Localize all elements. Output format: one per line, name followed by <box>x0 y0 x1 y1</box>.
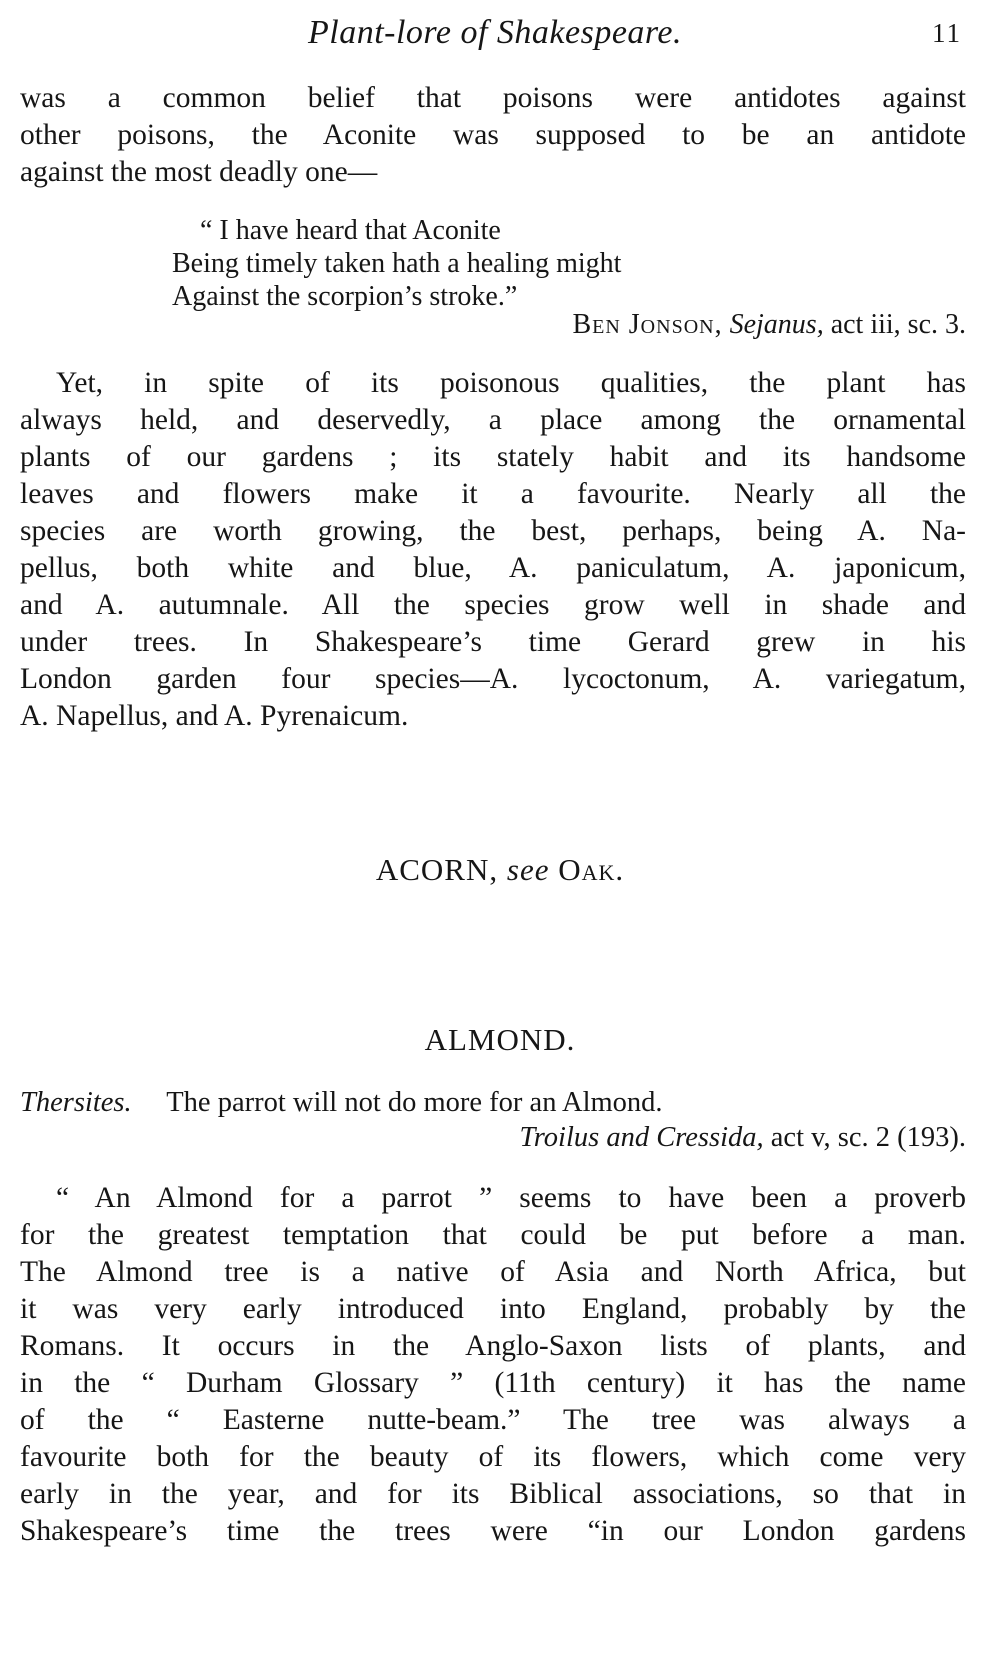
paragraph-aconite-gardens <box>20 365 966 735</box>
text-line: for the greatest temptation that could be put before a man. <box>20 1219 966 1251</box>
speech-text: The parrot will not do more for an Almond. <box>166 1087 663 1118</box>
play-quotation <box>20 1087 966 1123</box>
verse-quotation <box>172 214 972 313</box>
heading-almond: ALMOND. <box>424 1022 576 1057</box>
text-line: species are worth growing, the best, perhaps, being A. Na- <box>20 515 966 547</box>
verse-line: “ I have heard that Aconite <box>200 215 501 246</box>
running-header <box>20 14 970 54</box>
text-line: was a common belief that poisons were antidotes against <box>20 82 966 114</box>
verse-line: Being timely taken hath a healing might <box>172 248 622 279</box>
citation-author: Ben Jonson, <box>572 309 723 340</box>
page-number: 11 <box>932 18 962 48</box>
text-line: and A. autumnale. All the species grow well in shade and <box>20 589 966 621</box>
play-title: Troilus and Cressida, <box>519 1122 764 1153</box>
citation-ref: act iii, sc. 3. <box>830 309 966 340</box>
cross-reference-oak: Oak. <box>558 852 625 887</box>
heading-acorn-see: see <box>506 852 550 887</box>
text-line: Yet, in spite of its poisonous qualities, the plant has <box>56 367 966 399</box>
play-citation <box>519 1122 966 1154</box>
heading-acorn <box>0 852 1000 888</box>
text-line: under trees. In Shakespeare’s time Gerard grew in his <box>20 626 966 658</box>
text-line: pellus, both white and blue, A. paniculatum, A. japonicum, <box>20 552 966 584</box>
text-line: Shakespeare’s time the trees were “in our London gardens <box>20 1515 966 1547</box>
verse-line: Against the scorpion’s stroke.” <box>172 281 518 312</box>
text-line: leaves and flowers make it a favourite. Nearly all the <box>20 478 966 510</box>
text-line: always held, and deservedly, a place among the ornamental <box>20 404 966 436</box>
text-line: “ An Almond for a parrot ” seems to have been a proverb <box>56 1182 966 1214</box>
text-line: Romans. It occurs in the Anglo-Saxon lists of plants, and <box>20 1330 966 1362</box>
text-line: plants of our gardens ; its stately habit and its handsome <box>20 441 966 473</box>
text-line: it was very early introduced into England, probably by the <box>20 1293 966 1325</box>
text-line: against the most deadly one— <box>20 156 378 188</box>
running-title: Plant-lore of Shakespeare. <box>307 14 682 51</box>
text-line: London garden four species—A. lycoctonum, A. variegatum, <box>20 663 966 695</box>
paragraph-almond <box>20 1180 966 1550</box>
text-line: other poisons, the Aconite was supposed to be an antidote <box>20 119 966 151</box>
quotation-citation <box>572 309 966 341</box>
text-line: early in the year, and for its Biblical associations, so that in <box>20 1478 966 1510</box>
paragraph-aconite-end <box>20 80 966 191</box>
text-line: in the “ Durham Glossary ” (11th century) it has the name <box>20 1367 966 1399</box>
text-line: favourite both for the beauty of its flowers, which come very <box>20 1441 966 1473</box>
text-line: The Almond tree is a native of Asia and North Africa, but <box>20 1256 966 1288</box>
text-line: A. Napellus, and A. Pyrenaicum. <box>20 700 409 732</box>
heading-acorn-title: ACORN, <box>375 852 499 887</box>
citation-work: Sejanus, <box>729 309 824 340</box>
play-ref: act v, sc. 2 (193). <box>770 1122 966 1153</box>
text-line: of the “ Easterne nutte-beam.” The tree was always a <box>20 1404 966 1436</box>
speaker-name: Thersites. <box>20 1087 132 1118</box>
